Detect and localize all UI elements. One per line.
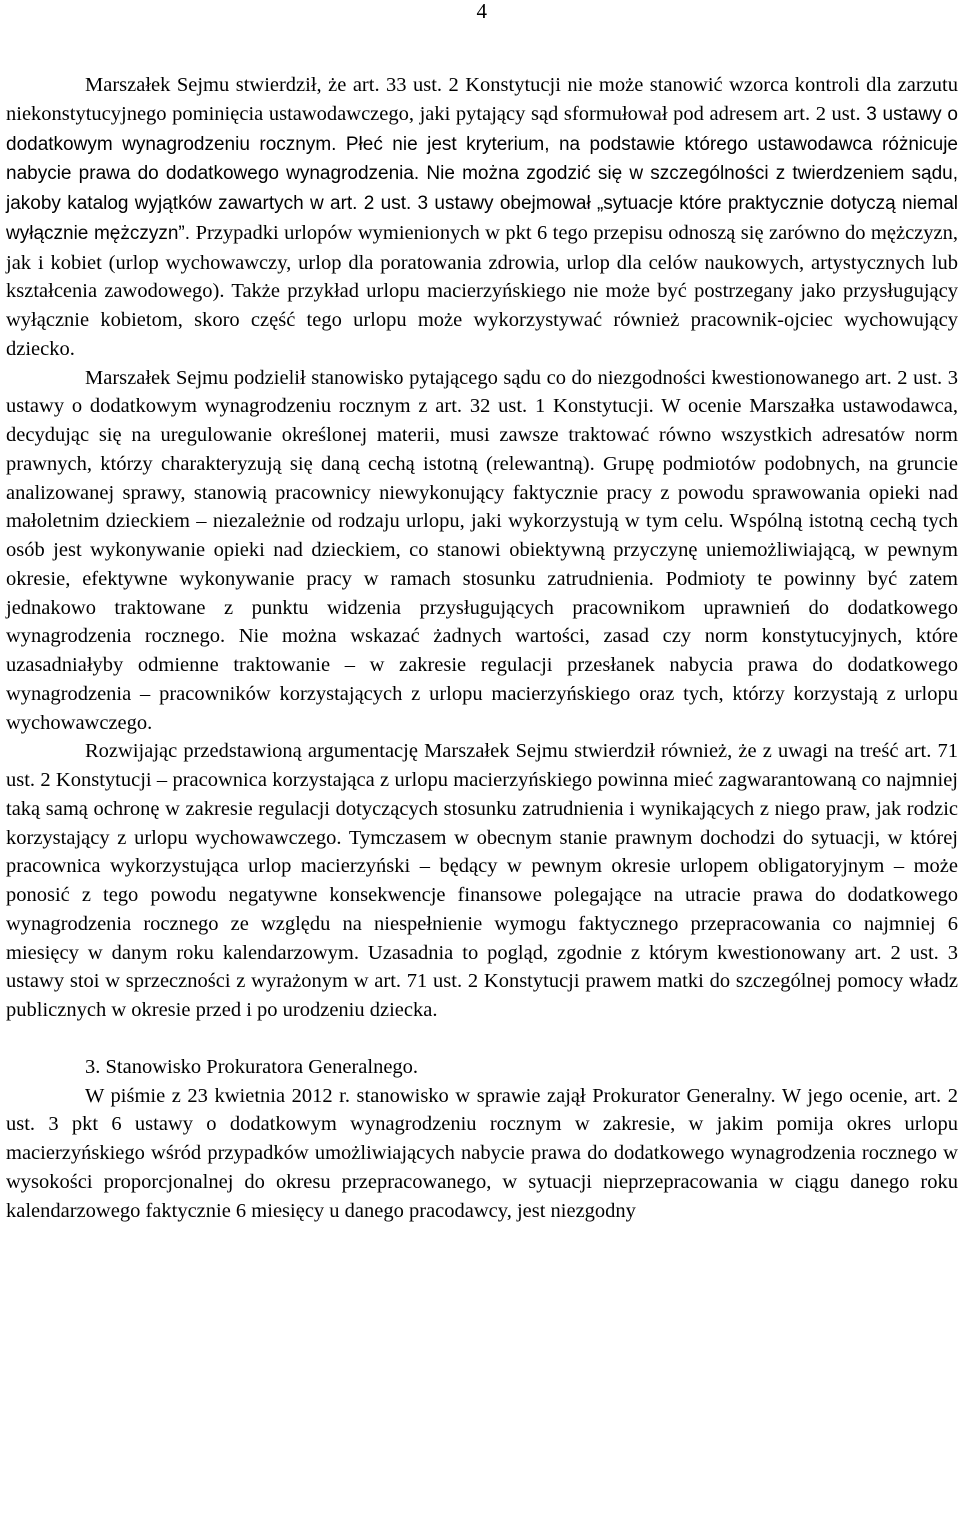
text-run: Przypadki urlopów wymienionych w pkt 6 tego przepisu odnoszą się zarówno do mężczyzn, jak i kobiet (urlop wychowawczy, urlop dla poratowania zdrowia, urlop dla celów naukowych, artystycznych lub kształcenia zawodowego). Także przykład urlopu macierzyńskiego nie może być postrzegany jako przysługujący wyłącznie kobietom, skoro część tego urlopu może wykorzystywać również pracownik-ojciec wychowujący dziecko. — [6, 221, 958, 360]
document-body — [6, 71, 958, 1225]
paragraph-equality-argument — [6, 364, 958, 738]
paragraph-marshal-statement — [6, 71, 958, 364]
text-run: Marszałek Sejmu stwierdził, że art. 33 ust. 2 Konstytucji nie może stanowić wzorca kontroli dla zarzutu niekonstytucyjnego pominięcia ustawodawczego, jaki pytający sąd sformułował pod adresem art. 2 ust. — [6, 74, 958, 125]
text-run: Marszałek Sejmu podzielił stanowisko pytającego sądu co do niezgodności kwestionowanego art. 2 ust. 3 ustawy o dodatkowym wynagrodzeniu rocznym z art. 32 ust. 1 Konstytucji. W ocenie Marszałka ustawodawca, decydując się na uregulowanie określonej materii, musi zawsze traktować równo wszystkich adresatów norm prawnych, którzy charakteryzują się daną cechą istotną (relewantną). Grupę podmiotów podobnych, na gruncie analizowanej sprawy, stanowią pracownicy niewykonujący faktycznie pracy z powodu sprawowania opieki nad małoletnim dzieckiem – niezależnie od rodzaju urlopu, jaki wykorzystują w tym celu. Wspólną istotną cechą tych osób jest wykonywanie opieki nad dzieckiem, co stanowi obiektywną przyczynę uniemożliwiającą, w pewnym okresie, efektywne wykonywanie pracy w ramach stosunku zatrudnienia. Podmioty te powinny być zatem jednakowo traktowane z punktu widzenia przysługujących pracownikom uprawnień do dodatkowego wynagrodzenia rocznego. Nie można wskazać żadnych wartości, zasad czy norm konstytucyjnych, które uzasadniałyby odmienne traktowanie – w zakresie regulacji przesłanek nabycia prawa do dodatkowego wynagrodzenia – pracowników korzystających z urlopu macierzyńskiego oraz tych, którzy korzystają z urlopu wychowawczego. — [6, 366, 958, 734]
text-run: 3 ustawy o dodatkowym wynagrodzeniu rocznym. Płeć nie jest kryterium, na podstawie którego ustawodawca różnicuje nabycie prawa do dodatkowego wynagrodzenia. Nie można zgodzić się w szczególności z twierdzeniem sądu, jakoby katalog wyjątków zawartych w art. 2 ust. 3 ustawy obejmował „sytuacje które praktycznie dotyczą niemal wyłącznie mężczyzn”. — [6, 103, 958, 244]
paragraph-maternity-argument — [6, 737, 958, 1025]
paragraph-prosecutor-position: W piśmie z 23 kwietnia 2012 r. stanowisko w sprawie zajął Prokurator Generalny. W jego ocenie, art. 2 ust. 3 pkt 6 ustawy o dodatkowym wynagrodzeniu rocznym w zakresie, w jakim pomija okres urlopu macierzyńskiego wśród przypadków umożliwiających nabycie prawa do dodatkowego wynagrodzenia rocznego w wysokości proporcjonalnej do okresu przepracowanego, w sytuacji nieprzepracowania w ciągu danego roku kalendarzowego faktycznie 6 miesięcy u danego pracodawcy, jest niezgodny — [6, 1084, 958, 1222]
page-number: 4 — [476, 0, 487, 23]
section-heading: 3. Stanowisko Prokuratora Generalnego. — [85, 1055, 419, 1078]
text-run: Rozwijając przedstawioną argumentację Marszałek Sejmu stwierdził również, że z uwagi na treść art. 71 ust. 2 Konstytucji – pracownica korzystająca z urlopu macierzyńskiego powinna mieć zagwarantowaną co najmniej taką samą ochronę w zakresie regulacji dotyczących stosunku zatrudnienia i wynikających z niego praw, jak rodzic korzystający z urlopu wychowawczego. Tymczasem w obecnym stanie prawnym dochodzi do sytuacji, w której pracownica wykorzystująca urlop macierzyński – będący w pewnym okresie urlopem obligatoryjnym – może ponosić z tego powodu negatywne konsekwencje finansowe polegające na utracie prawa do dodatkowego wynagrodzenia rocznego ze względu na niespełnienie wymogu faktycznego przepracowania co najmniej 6 miesięcy w danym roku kalendarzowym. Uzasadnia to pogląd, zgodnie z którym kwestionowany art. 2 ust. 3 ustawy stoi w sprzeczności z wyrażonym w art. 71 ust. 2 Konstytucji prawem matki do szczególnej pomocy władz publicznych w okresie przed i po urodzeniu dziecka. — [6, 740, 958, 1021]
